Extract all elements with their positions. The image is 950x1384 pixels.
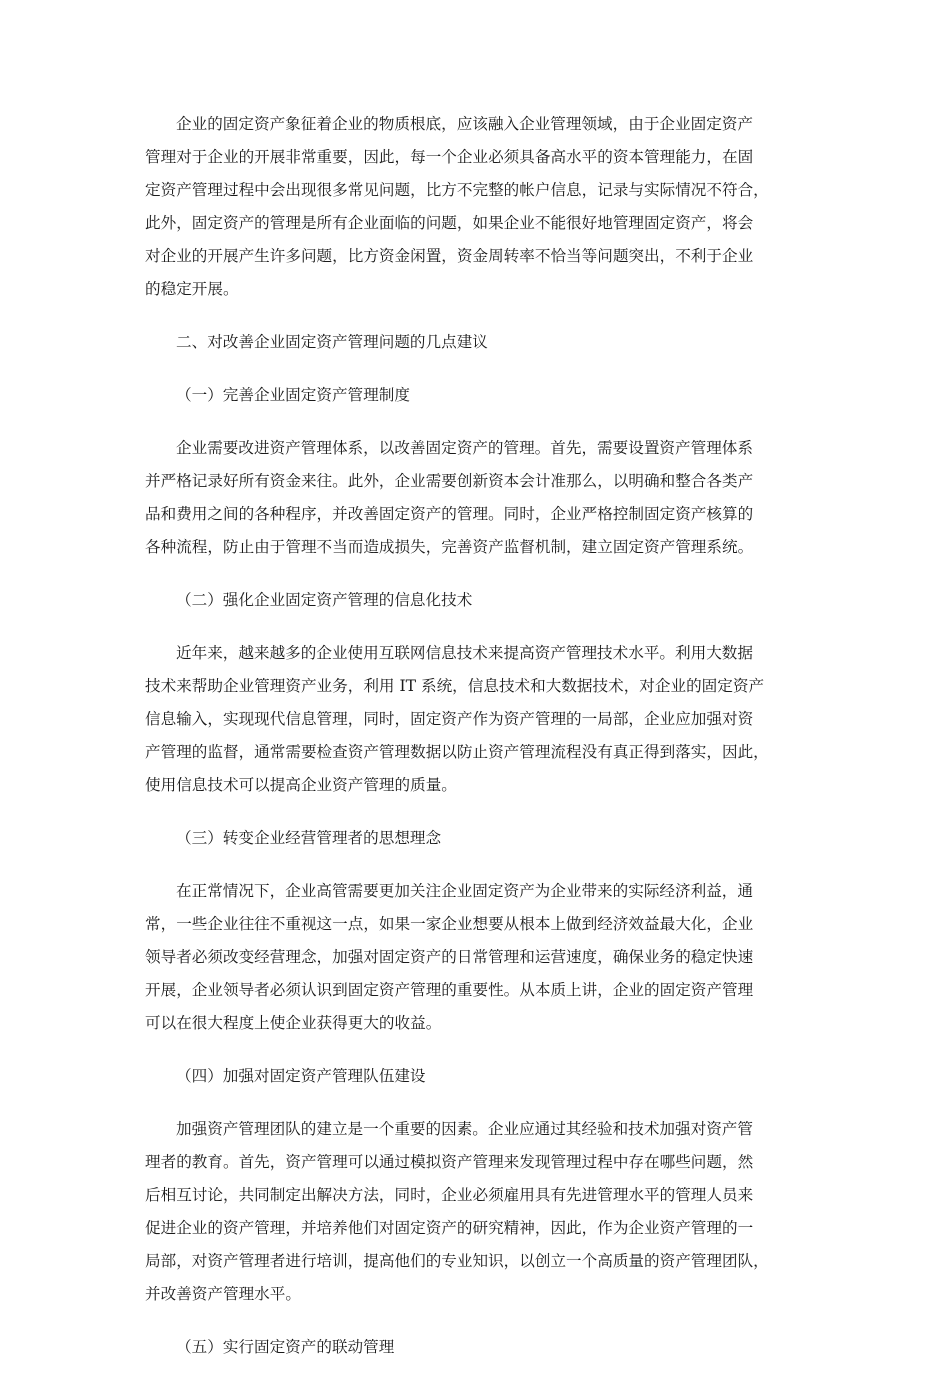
text-line: 的稳定开展。: [145, 280, 239, 298]
text-line: 理者的教育。首先，资产管理可以通过模拟资产管理来发现管理过程中存在哪些问题，然: [145, 1153, 754, 1171]
subsection-heading-5: （五）实行固定资产的联动管理: [176, 1338, 395, 1356]
text-line: 各种流程，防止由于管理不当而造成损失，完善资产监督机制，建立固定资产管理系统。: [145, 538, 754, 556]
text-line: 对企业的开展产生许多问题，比方资金闲置，资金周转率不恰当等问题突出，不利于企业: [145, 247, 754, 265]
text-line: 并改善资产管理水平。: [145, 1285, 301, 1303]
subsection-heading-1: （一）完善企业固定资产管理制度: [176, 386, 410, 404]
text-line: 此外，固定资产的管理是所有企业面临的问题，如果企业不能很好地管理固定资产，将会: [145, 214, 754, 232]
subsection-4-paragraph: [145, 1113, 805, 1311]
text-line: 后相互讨论，共同制定出解决方法，同时，企业必须雇用具有先进管理水平的管理人员来: [145, 1186, 754, 1204]
text-line: 技术来帮助企业管理资产业务，利用 IT 系统，信息技术和大数据技术，对企业的固定资产: [145, 677, 765, 695]
text-line: 在正常情况下，企业高管需要更加关注企业固定资产为企业带来的实际经济利益，通: [176, 882, 753, 900]
subsection-heading-4: （四）加强对固定资产管理队伍建设: [176, 1067, 426, 1085]
text-line: 品和费用之间的各种程序，并改善固定资产的管理。同时，企业严格控制固定资产核算的: [145, 505, 754, 523]
text-line: 使用信息技术可以提高企业资产管理的质量。: [145, 776, 457, 794]
subsection-1-paragraph: [145, 432, 805, 564]
text-line: 可以在很大程度上使企业获得更大的收益。: [145, 1014, 442, 1032]
section-heading: 二、对改善企业固定资产管理问题的几点建议: [176, 333, 488, 351]
text-line: 管理对于企业的开展非常重要，因此，每一个企业必须具备高水平的资本管理能力，在固: [145, 148, 754, 166]
text-line: 产管理的监督，通常需要检查资产管理数据以防止资产管理流程没有真正得到落实，因此，: [145, 743, 769, 761]
subsection-3-paragraph: [145, 875, 805, 1040]
subsection-heading-3: （三）转变企业经营管理者的思想理念: [176, 829, 442, 847]
intro-paragraph: [145, 108, 805, 306]
document-page: [145, 108, 805, 1384]
text-line: 信息输入，实现现代信息管理，同时，固定资产作为资产管理的一局部，企业应加强对资: [145, 710, 754, 728]
text-line: 开展，企业领导者必须认识到固定资产管理的重要性。从本质上讲，企业的固定资产管理: [145, 981, 754, 999]
text-line: 促进企业的资产管理，并培养他们对固定资产的研究精神，因此，作为企业资产管理的一: [145, 1219, 754, 1237]
subsection-2-paragraph: [145, 637, 805, 802]
text-line: 企业的固定资产象征着企业的物质根底，应该融入企业管理领域，由于企业固定资产: [176, 115, 753, 133]
text-line: 近年来，越来越多的企业使用互联网信息技术来提高资产管理技术水平。利用大数据: [176, 644, 753, 662]
text-line: 加强资产管理团队的建立是一个重要的因素。企业应通过其经验和技术加强对资产管: [176, 1120, 753, 1138]
subsection-heading-2: （二）强化企业固定资产管理的信息化技术: [176, 591, 473, 609]
text-line: 局部，对资产管理者进行培训，提高他们的专业知识，以创立一个高质量的资产管理团队，: [145, 1252, 769, 1270]
text-line: 定资产管理过程中会出现很多常见问题，比方不完整的帐户信息，记录与实际情况不符合，: [145, 181, 769, 199]
text-line: 并严格记录好所有资金来往。此外，企业需要创新资本会计准那么，以明确和整合各类产: [145, 472, 754, 490]
text-line: 常，一些企业往往不重视这一点，如果一家企业想要从根本上做到经济效益最大化，企业: [145, 915, 754, 933]
text-line: 领导者必须改变经营理念，加强对固定资产的日常管理和运营速度，确保业务的稳定快速: [145, 948, 754, 966]
text-line: 企业需要改进资产管理体系，以改善固定资产的管理。首先，需要设置资产管理体系: [176, 439, 753, 457]
